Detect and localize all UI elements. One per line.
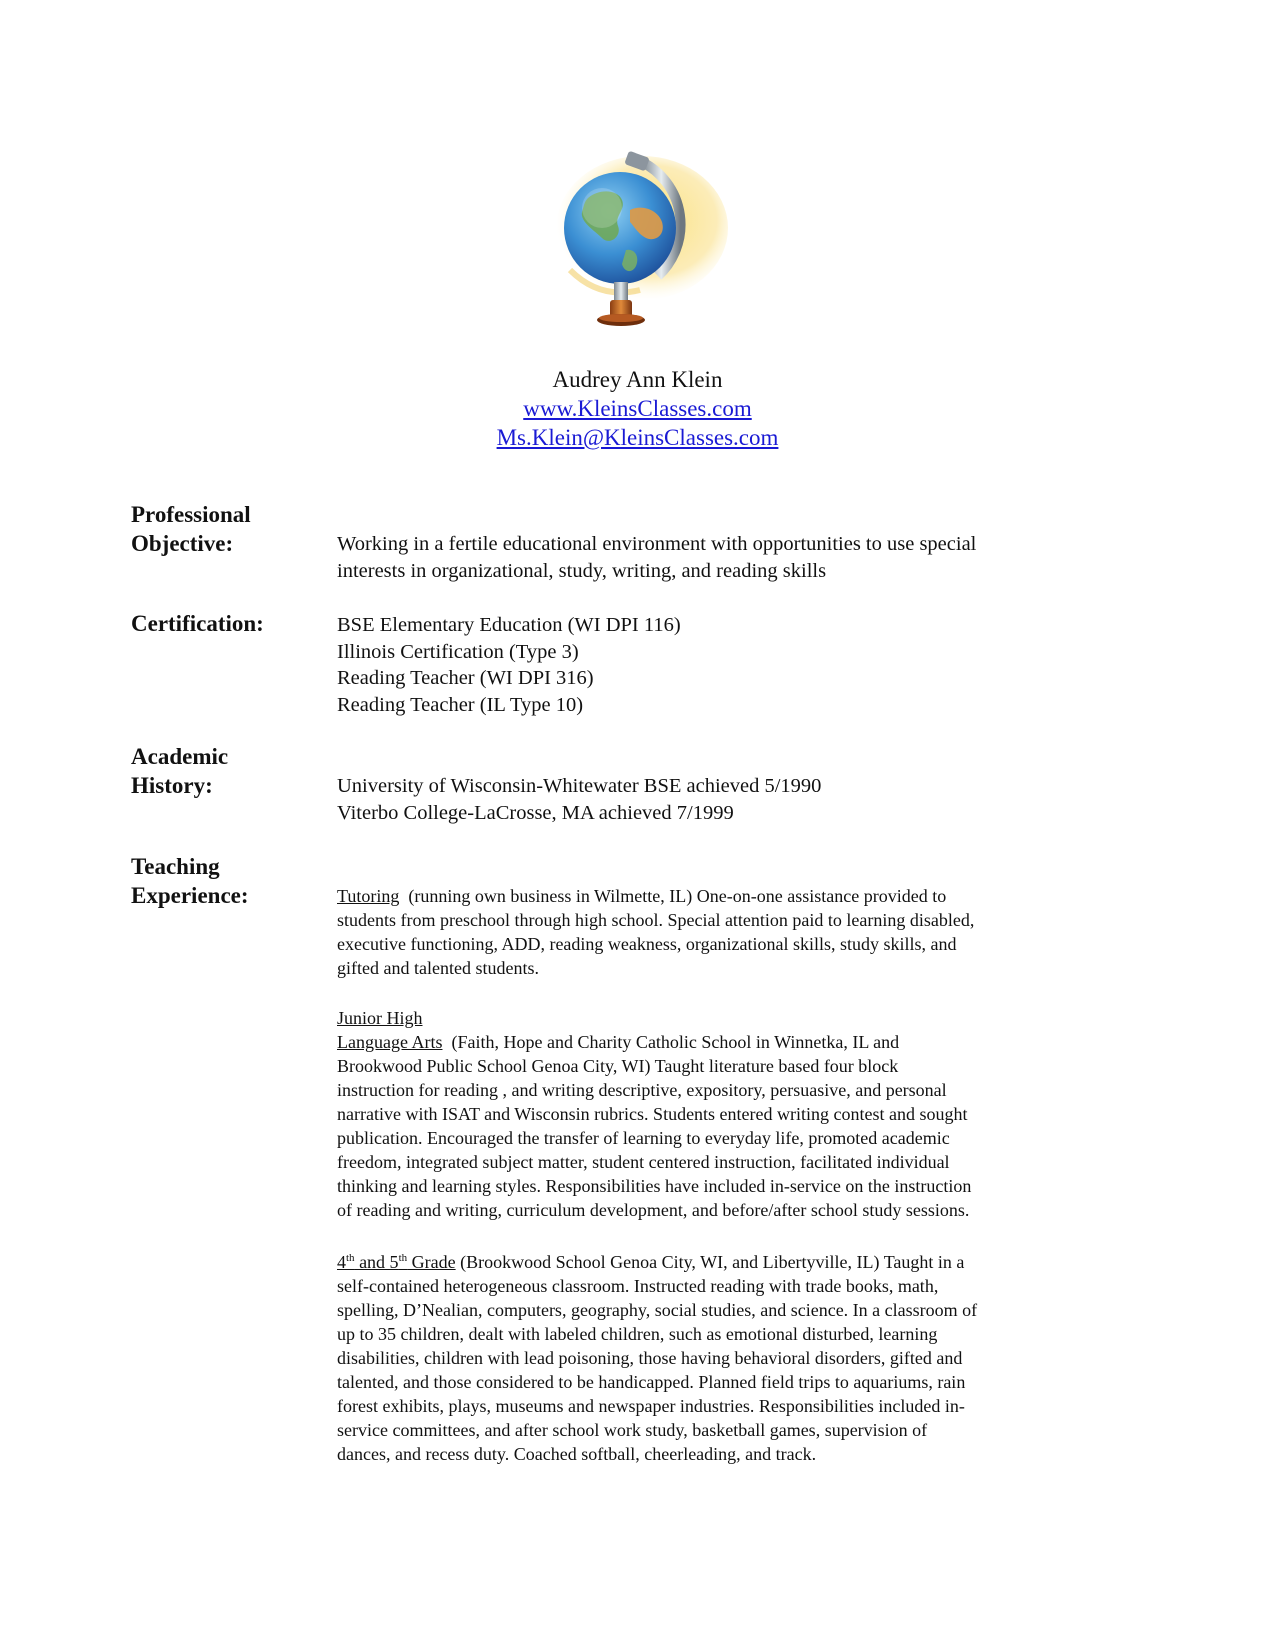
junior-high-line: thinking and learning styles. Responsibilities have included in-service on the instruction (337, 1176, 972, 1196)
tutoring-first-line (337, 884, 1097, 908)
academic-heading-line-1: Academic (131, 744, 229, 769)
grade-line: service committees, and after school work study, basketball games, supervision of (337, 1420, 928, 1440)
experience-junior-high (337, 1006, 1097, 1222)
certification-item: Reading Teacher (WI DPI 316) (337, 667, 594, 689)
grade-title-sup1: th (346, 1252, 355, 1264)
junior-high-title: Junior High (337, 1008, 423, 1028)
certification-item: BSE Elementary Education (WI DPI 116) (337, 614, 681, 636)
junior-high-first-line (337, 1030, 1097, 1054)
certification-heading: Certification: (131, 611, 264, 636)
experience-tutoring (337, 884, 1097, 980)
junior-high-line: publication. Encouraged the transfer of learning to everyday life, promoted academic (337, 1128, 950, 1148)
junior-high-line: of reading and writing, curriculum development, and before/after school study sessions. (337, 1200, 970, 1220)
teaching-heading-line-2: Experience: (131, 883, 249, 908)
tutoring-line: executive functioning, ADD, reading weakness, organizational skills, study skills, and (337, 934, 957, 954)
grade-line: up to 35 children, dealt with labeled children, such as emotional disturbed, learning (337, 1324, 938, 1344)
junior-high-first-text: (Faith, Hope and Charity Catholic School in Winnetka, IL and (442, 1032, 900, 1052)
globe-illustration-icon (530, 150, 730, 330)
grade-line: disabilities, children with lead poisoning, those having behavioral disorders, gifted and (337, 1348, 963, 1368)
grade-first-text: (Brookwood School Genoa City, WI, and Libertyville, IL) Taught in a (455, 1252, 965, 1272)
certification-item: Reading Teacher (IL Type 10) (337, 693, 584, 716)
junior-high-line: narrative with ISAT and Wisconsin rubrics. Students entered writing contest and sought (337, 1104, 968, 1124)
email-link[interactable]: Ms.Klein@KleinsClasses.com (496, 425, 779, 450)
grade-line: talented, and those considered to be handicapped. Planned field trips to aquariums, rain (337, 1372, 966, 1392)
grade-title-sup2: th (398, 1252, 408, 1264)
teaching-heading-line-1: Teaching (131, 854, 220, 879)
tutoring-first-text: (running own business in Wilmette, IL) One-on-one assistance provided to (399, 886, 947, 906)
academic-list (337, 773, 1097, 826)
academic-item: Viterbo College-LaCrosse, MA achieved 7/1999 (337, 801, 734, 824)
tutoring-line: gifted and talented students. (337, 958, 539, 978)
objective-heading-line-2: Objective: (131, 531, 234, 556)
grade-line: self-contained heterogeneous classroom. Instructed reading with trade books, math, (337, 1276, 939, 1296)
junior-high-line: freedom, integrated subject matter, student centered instruction, facilitated individual (337, 1152, 950, 1172)
grade-title-num1: 4 (337, 1252, 346, 1272)
objective-line: interests in organizational, study, writing, and reading skills (337, 559, 827, 582)
grade-line: forest exhibits, plays, museums and newspaper industries. Responsibilities included in- (337, 1396, 965, 1416)
grade-title-mid: and 5 (354, 1252, 399, 1272)
objective-heading (131, 500, 251, 558)
contact-header (0, 365, 1275, 452)
tutoring-line: students from preschool through high school. Special attention paid to learning disabled, (337, 910, 975, 930)
academic-heading-line-2: History: (131, 773, 213, 798)
academic-heading (131, 742, 228, 800)
experience-grade (337, 1250, 1097, 1466)
grade-title (337, 1252, 456, 1272)
grade-title-end: Grade (407, 1252, 456, 1272)
junior-high-line: Brookwood Public School Genoa City, WI) Taught literature based four block (337, 1056, 899, 1076)
academic-item: University of Wisconsin-Whitewater BSE achieved 5/1990 (337, 775, 822, 797)
objective-heading-line-1: Professional (131, 502, 251, 527)
person-name: Audrey Ann Klein (552, 367, 723, 392)
objective-line: Working in a fertile educational environment with opportunities to use special (337, 533, 977, 555)
junior-high-subtitle: Language Arts (337, 1032, 443, 1052)
grade-line: dances, and recess duty. Coached softball, cheerleading, and track. (337, 1444, 817, 1464)
junior-high-line: instruction for reading , and writing descriptive, expository, persuasive, and personal (337, 1080, 947, 1100)
tutoring-title: Tutoring (337, 886, 400, 906)
grade-first-line (337, 1250, 1097, 1274)
certification-item: Illinois Certification (Type 3) (337, 640, 579, 663)
teaching-heading (131, 852, 249, 910)
certification-list (337, 612, 1097, 718)
website-link[interactable]: www.KleinsClasses.com (523, 396, 752, 421)
objective-text (337, 531, 1097, 584)
grade-line: spelling, D’Nealian, computers, geography, social studies, and science. In a classroom of (337, 1300, 978, 1320)
